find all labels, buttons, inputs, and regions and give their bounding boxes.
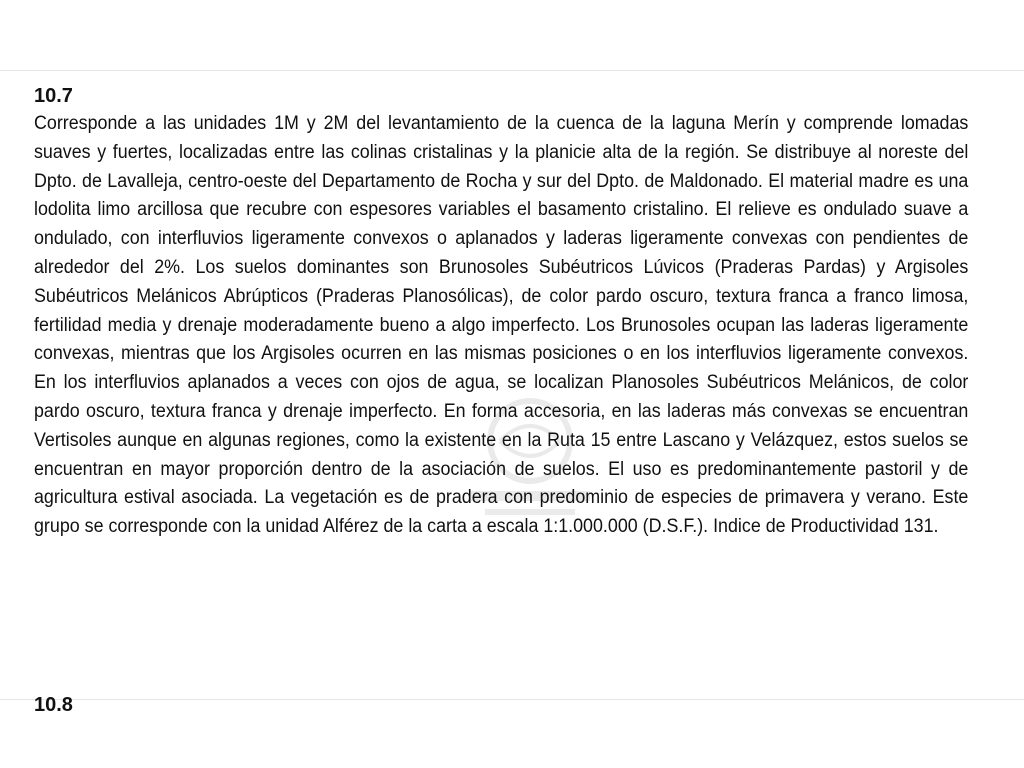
- document-content: [34, 83, 968, 542]
- document-page: [0, 70, 1024, 716]
- next-section-heading: 10.8: [34, 694, 73, 716]
- section-heading: 10.7: [34, 85, 73, 107]
- section-paragraph: Corresponde a las unidades 1M y 2M del levantamiento de la cuenca de la laguna Merín y comprende lomadas suaves y fuertes, localizadas entre las colinas cristalinas y la planicie alta de la región. Se distribuye al noreste del Dpto. de Lavalleja, centro-oeste del Departamento de Rocha y sur del Dpto. de Maldonado. El material madre es una lodolita limo arcillosa que recubre con espesores variables el basamento cristalino. El relieve es ondulado suave a ondulado, con interfluvios ligeramente convexos o aplanados y laderas ligeramente convexas con pendientes de alrededor del 2%. Los suelos dominantes son Brunosoles Subéutricos Lúvicos (Praderas Pardas) y Argisoles Subéutricos Melánicos Abrúpticos (Praderas Planosólicas), de color pardo oscuro, textura franca a franco limosa, fertilidad media y drenaje moderadamente bueno a algo imperfecto. Los Brunosoles ocupan las laderas ligeramente convexas, mientras que los Argisoles ocurren en las mismas posiciones o en los interfluvios ligeramente convexos. En los interfluvios aplanados a veces con ojos de agua, se localizan Planosoles Subéutricos Melánicos, de color pardo oscuro, textura franca y drenaje imperfecto. En forma accesoria, en las laderas más convexas se encuentran Vertisoles aunque en algunas regiones, como la existente en la Ruta 15 entre Lascano y Velázquez, estos suelos se encuentran en mayor proporción dentro de la asociación de suelos. El uso es predominantemente pastoril y de agricultura estival asociada. La vegetación es de pradera con predominio de especies de primavera y verano. Este grupo se corresponde con la unidad Alférez de la carta a escala 1:1.000.000 (D.S.F.). Indice de Productividad 131.: [34, 113, 969, 538]
